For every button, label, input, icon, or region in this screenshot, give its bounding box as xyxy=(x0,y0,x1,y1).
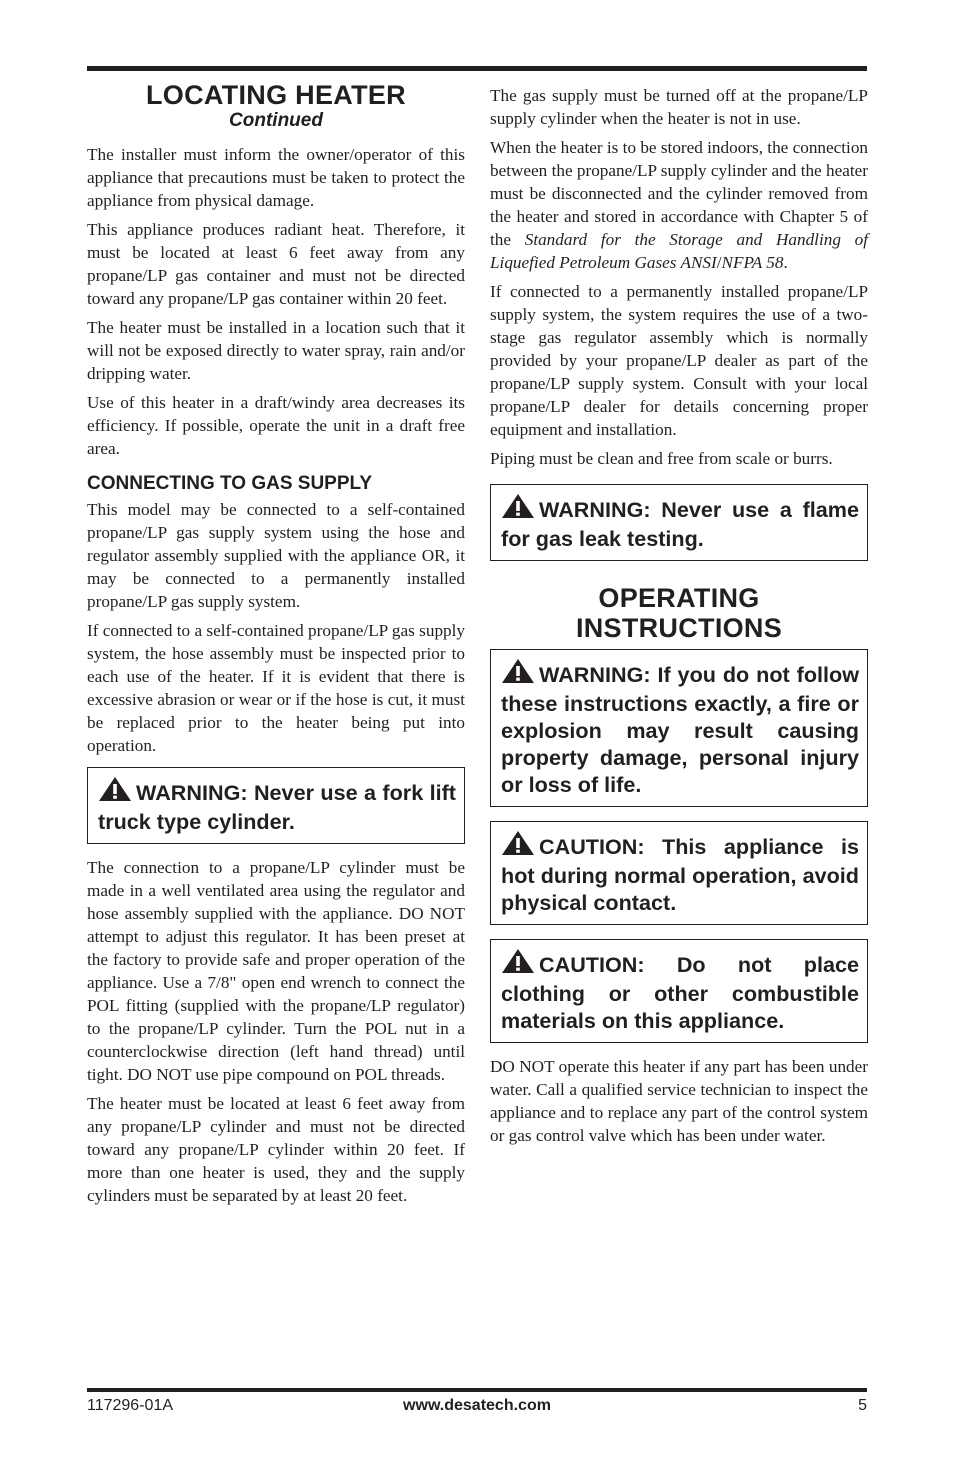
paragraph: Use of this heater in a draft/windy area decreases its efficiency. If possible, operate the unit in a draft free area. xyxy=(87,393,465,458)
heading-connecting-to-gas-supply: CONNECTING TO GAS SUPPLY xyxy=(87,473,373,494)
warning-box-instructions xyxy=(490,649,868,807)
top-rule xyxy=(87,66,867,71)
italic-text: Standard for the Storage and Handling of Liquefied Petroleum Gases ANSI xyxy=(490,230,868,272)
caution-box-clothing xyxy=(490,939,868,1043)
warning-triangle-icon xyxy=(501,493,535,525)
text: When the heater is to be stored indoors, the connection between the propane/LP supply cylinder and the heater must be disconnected and the cylinder removed from the heater and stored in accordance with Chapter 5 of the xyxy=(490,138,869,249)
footer-rule xyxy=(87,1388,867,1392)
warning-text: WARNING: Never use a flame for gas leak testing. xyxy=(501,497,859,551)
left-column xyxy=(87,80,465,1213)
paragraph: The installer must inform the owner/operator of this appliance that precautions must be taken to protect the appliance from physical damage. xyxy=(87,145,465,210)
text: . xyxy=(783,253,788,272)
warning-box-fork-lift xyxy=(87,767,465,844)
paragraph: Piping must be clean and free from scale or burrs. xyxy=(490,449,833,468)
section-title-locating-heater: LOCATING HEATER xyxy=(146,80,406,110)
right-column xyxy=(490,84,868,1153)
warning-triangle-icon xyxy=(501,658,535,690)
paragraph: If connected to a permanently installed propane/LP supply system, the system requires the use of a two-stage gas regulator assembly which is normally provided by your propane/LP dealer as part of the propane/LP supply system. Consult with your local propane/LP dealer for details concerning proper equipment and installation. xyxy=(490,282,868,439)
paragraph: The heater must be installed in a location such that it will not be exposed directly to water spray, rain and/or dripping water. xyxy=(87,318,465,383)
section-title-operating-instructions xyxy=(490,583,868,643)
section-subtitle-continued: Continued xyxy=(229,110,323,131)
paragraph: DO NOT operate this heater if any part has been under water. Call a qualified service technician to inspect the appliance and to replace any part of the control system or gas control valve which has been under water. xyxy=(490,1057,868,1145)
warning-text: WARNING: If you do not follow these instructions exactly, a fire or explosion may result causing property damage, personal injury or loss of life. xyxy=(501,662,859,797)
website-link[interactable]: www.desatech.com xyxy=(403,1397,551,1414)
paragraph: If connected to a self-contained propane/LP gas supply system, the hose assembly must be inspected prior to each use of the heater. If it is evident that there is excessive abrasion or wear or if the hose is cut, it must be replaced prior to the heater being put into operation. xyxy=(87,621,465,755)
page-number: 5 xyxy=(858,1397,867,1414)
paragraph-storage xyxy=(490,136,868,274)
caution-box-hot xyxy=(490,821,868,925)
warning-text: WARNING: Never use a fork lift truck type cylinder. xyxy=(98,780,456,834)
title-line: INSTRUCTIONS xyxy=(575,613,783,643)
paragraph: The gas supply must be turned off at the propane/LP supply cylinder when the heater is not in use. xyxy=(490,86,868,128)
italic-text: NFPA 58 xyxy=(721,253,784,272)
title-line: OPERATING xyxy=(598,583,760,613)
warning-triangle-icon xyxy=(98,776,132,808)
paragraph: The connection to a propane/LP cylinder must be made in a well ventilated area using the regulator and hose assembly supplied with the appliance. DO NOT attempt to adjust this regulator. It has been preset at the factory to provide safe and proper operation of the appliance. Use a 7/8" open end wrench to connect the POL fitting (supplied with the propane/LP regulator) to the propane/LP cylinder. Turn the POL nut in a counterclockwise direction (left hand thread) until tight. DO NOT use pipe compound on POL threads. xyxy=(87,858,465,1084)
warning-triangle-icon xyxy=(501,830,535,862)
paragraph: This appliance produces radiant heat. Therefore, it must be located at least 6 feet away from any propane/LP gas container and must not be directed toward any propane/LP gas container within 20 feet. xyxy=(87,220,465,308)
text: / xyxy=(716,253,722,272)
caution-text: CAUTION: This appliance is hot during normal operation, avoid physical contact. xyxy=(501,834,859,915)
doc-number: 117296-01A xyxy=(87,1397,173,1414)
paragraph: The heater must be located at least 6 feet away from any propane/LP cylinder and must not be directed toward any propane/LP cylinder within 20 feet. If more than one heater is used, they and the supply cylinders must be separated by at least 20 feet. xyxy=(87,1094,465,1205)
caution-text: CAUTION: Do not place clothing or other combustible materials on this appliance. xyxy=(501,952,859,1033)
warning-triangle-icon xyxy=(501,948,535,980)
paragraph: This model may be connected to a self-contained propane/LP gas supply system using the hose and regulator assembly supplied with the appliance OR, it may be connected to a permanently installed propane/LP gas supply system. xyxy=(87,500,465,611)
warning-box-flame xyxy=(490,484,868,561)
